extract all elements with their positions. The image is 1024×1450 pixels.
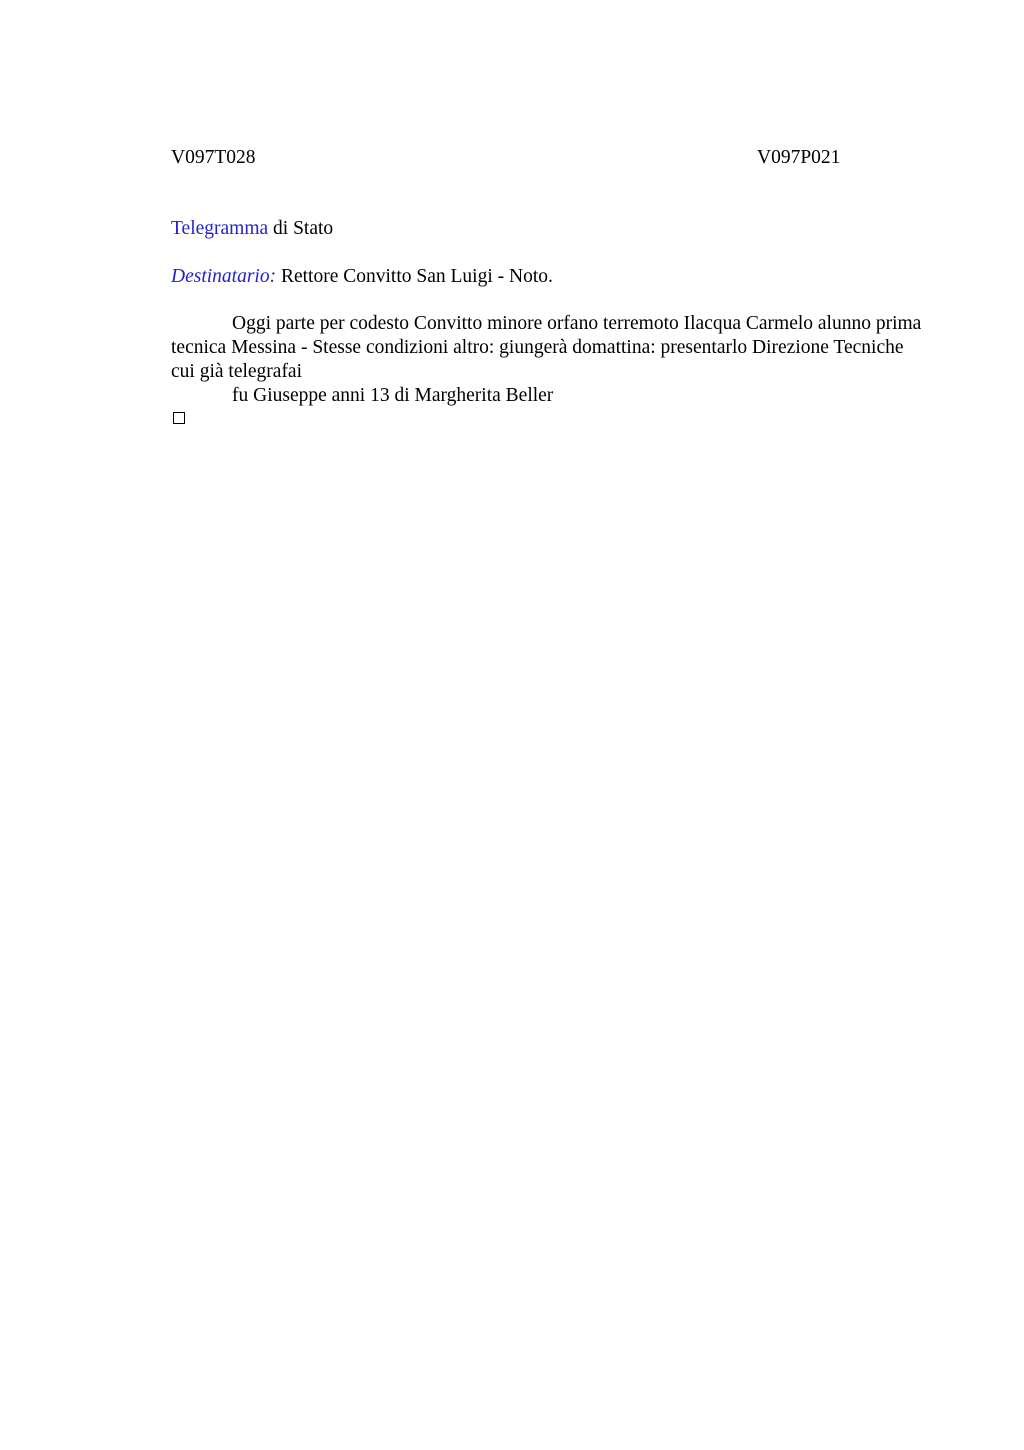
recipient-line <box>171 265 553 289</box>
recipient-label: Destinatario: <box>171 266 277 287</box>
checkbox-icon[interactable] <box>173 412 185 424</box>
document-code-right: V097P021 <box>757 147 841 168</box>
recipient-value: Rettore Convitto San Luigi - Noto. <box>280 266 553 287</box>
document-title <box>171 217 333 241</box>
title-prefix: Telegramma <box>171 218 269 239</box>
document-code-left: V097T028 <box>171 147 256 168</box>
body-paragraph-2: fu Giuseppe anni 13 di Margherita Beller <box>232 385 554 406</box>
telegram-body <box>171 312 931 408</box>
body-paragraph-1: Oggi parte per codesto Convitto minore orfano terremoto Ilacqua Carmelo alunno prima tecnica Messina - Stesse condizioni altro: giungerà domattina: presentarlo Direzione Tecniche cui già telegrafai <box>171 313 922 382</box>
title-suffix: di Stato <box>273 218 334 239</box>
